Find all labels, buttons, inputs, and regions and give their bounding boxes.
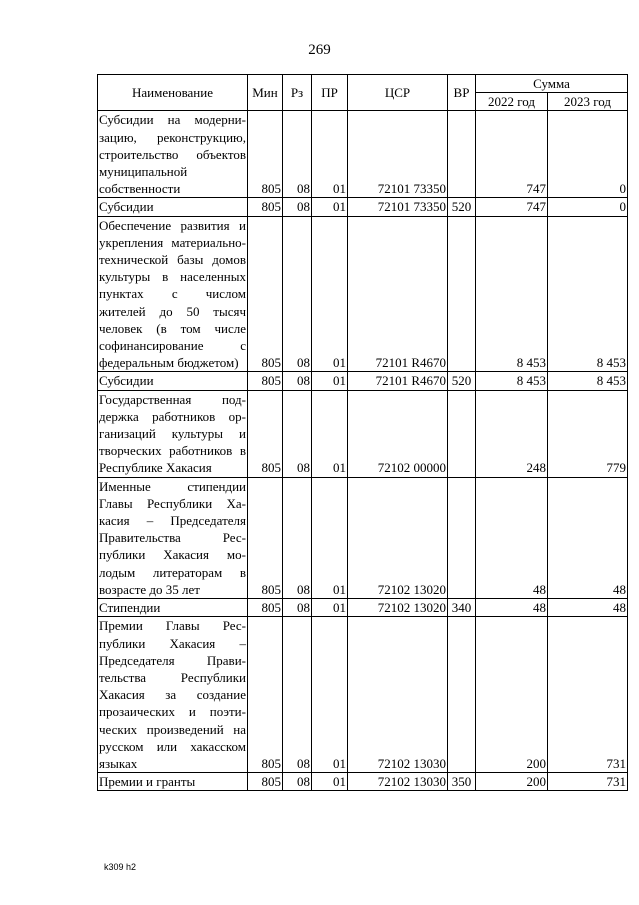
row-min: 805 <box>248 216 283 372</box>
table-row <box>98 599 628 617</box>
row-csr: 72101 R4670 <box>348 216 448 372</box>
row-vr <box>448 390 476 477</box>
header-pr: ПР <box>312 75 348 111</box>
row-pr: 01 <box>312 477 348 598</box>
row-rz: 08 <box>283 773 312 791</box>
table-row <box>98 216 628 372</box>
row-pr: 01 <box>312 198 348 216</box>
header-vr: ВР <box>448 75 476 111</box>
header-year-2023: 2023 год <box>548 93 628 111</box>
row-min: 805 <box>248 617 283 773</box>
row-vr: 340 <box>448 599 476 617</box>
row-min: 805 <box>248 198 283 216</box>
row-pr: 01 <box>312 390 348 477</box>
row-amount-2022: 8 453 <box>476 372 548 390</box>
row-csr: 72101 73350 <box>348 111 448 198</box>
header-name: Наименование <box>98 75 248 111</box>
row-csr: 72102 13020 <box>348 477 448 598</box>
row-rz: 08 <box>283 216 312 372</box>
row-name: Государственная поддержка работников организаций культуры и творческих работников в Республике Хакасия <box>99 391 246 476</box>
row-name: Премии Главы Республики Хакасия – Председателя Правительства Республики Хакасия за создание прозаических и поэтических произведений на русском или хакасском языках <box>99 618 246 771</box>
row-vr <box>448 111 476 198</box>
row-amount-2022: 200 <box>476 773 548 791</box>
row-csr: 72101 73350 <box>348 198 448 216</box>
row-rz: 08 <box>283 198 312 216</box>
table-row <box>98 198 628 216</box>
row-amount-2022: 248 <box>476 390 548 477</box>
table-row <box>98 111 628 198</box>
row-pr: 01 <box>312 617 348 773</box>
row-name: Субсидии <box>98 198 248 216</box>
row-min: 805 <box>248 773 283 791</box>
row-pr: 01 <box>312 773 348 791</box>
header-rz: Рз <box>283 75 312 111</box>
row-csr: 72102 13020 <box>348 599 448 617</box>
table-row <box>98 773 628 791</box>
header-sum: Сумма <box>476 75 628 93</box>
table-row <box>98 372 628 390</box>
row-amount-2023: 8 453 <box>548 216 628 372</box>
table-row <box>98 390 628 477</box>
row-name: Обеспечение развития и укрепления материально-технической базы домов культуры в населенных пунктах с числом жителей до 50 тысяч человек (в том числе софинансирование с федеральным бюджетом) <box>99 217 246 371</box>
row-min: 805 <box>248 390 283 477</box>
row-min: 805 <box>248 372 283 390</box>
row-min: 805 <box>248 111 283 198</box>
row-csr: 72102 13030 <box>348 773 448 791</box>
row-amount-2023: 731 <box>548 617 628 773</box>
row-amount-2022: 48 <box>476 477 548 598</box>
row-name: Премии и гранты <box>98 773 248 791</box>
row-vr: 350 <box>448 773 476 791</box>
row-rz: 08 <box>283 477 312 598</box>
row-amount-2023: 731 <box>548 773 628 791</box>
row-amount-2023: 48 <box>548 599 628 617</box>
page-number: 269 <box>308 42 331 58</box>
row-min: 805 <box>248 477 283 598</box>
row-name: Именные стипендии Главы Республики Хакасия – Председателя Правительства Республики Хакасия молодым литераторам в возрасте до 35 лет <box>99 478 246 597</box>
row-amount-2022: 48 <box>476 599 548 617</box>
row-amount-2022: 8 453 <box>476 216 548 372</box>
row-name: Субсидии на модернизацию, реконструкцию, строительство объектов муниципальной собственности <box>99 112 246 197</box>
row-amount-2022: 747 <box>476 198 548 216</box>
row-amount-2023: 0 <box>548 198 628 216</box>
row-amount-2022: 747 <box>476 111 548 198</box>
row-csr: 72102 13030 <box>348 617 448 773</box>
row-amount-2023: 0 <box>548 111 628 198</box>
row-vr <box>448 216 476 372</box>
row-pr: 01 <box>312 372 348 390</box>
row-vr: 520 <box>448 372 476 390</box>
row-amount-2022: 200 <box>476 617 548 773</box>
row-vr: 520 <box>448 198 476 216</box>
row-rz: 08 <box>283 111 312 198</box>
row-min: 805 <box>248 599 283 617</box>
row-amount-2023: 779 <box>548 390 628 477</box>
row-rz: 08 <box>283 390 312 477</box>
table-row <box>98 477 628 598</box>
row-vr <box>448 477 476 598</box>
row-amount-2023: 48 <box>548 477 628 598</box>
row-csr: 72102 00000 <box>348 390 448 477</box>
table-row <box>98 617 628 773</box>
budget-table <box>97 74 628 791</box>
row-rz: 08 <box>283 599 312 617</box>
header-min: Мин <box>248 75 283 111</box>
header-csr: ЦСР <box>348 75 448 111</box>
row-rz: 08 <box>283 617 312 773</box>
row-name: Стипендии <box>98 599 248 617</box>
row-rz: 08 <box>283 372 312 390</box>
footer-code: k309 h2 <box>104 862 137 872</box>
header-year-2022: 2022 год <box>476 93 548 111</box>
row-pr: 01 <box>312 216 348 372</box>
row-csr: 72101 R4670 <box>348 372 448 390</box>
row-vr <box>448 617 476 773</box>
row-pr: 01 <box>312 111 348 198</box>
row-name: Субсидии <box>98 372 248 390</box>
row-amount-2023: 8 453 <box>548 372 628 390</box>
row-pr: 01 <box>312 599 348 617</box>
